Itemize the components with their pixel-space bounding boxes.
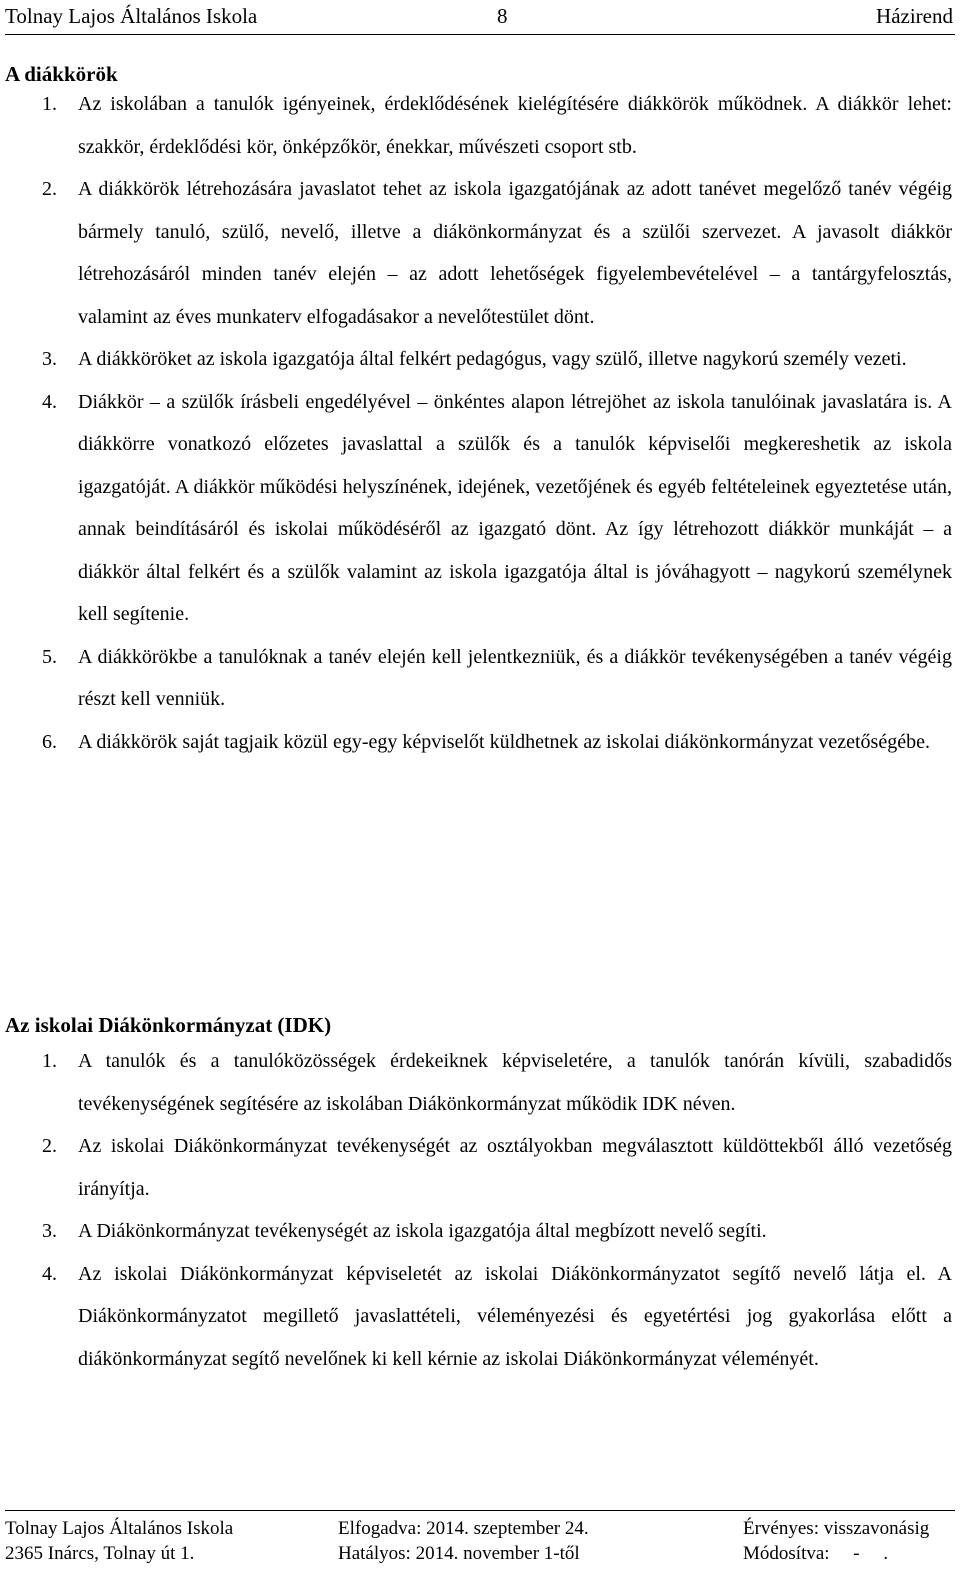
list-item (5, 636, 952, 721)
list-item (5, 1253, 952, 1381)
page-footer (5, 1510, 955, 1573)
item-number: 1. (42, 1050, 57, 1072)
list-item (5, 721, 952, 764)
item-number: 1. (42, 93, 57, 115)
header-document-title: Házirend (876, 4, 953, 28)
item-number: 4. (42, 390, 57, 413)
item-number: 2. (42, 1135, 57, 1157)
item-number: 5. (42, 645, 57, 668)
item-text: A Diákönkormányzat tevékenységét az iskola igazgatója által megbízott nevelő segíti. (78, 1220, 767, 1242)
item-number: 6. (42, 730, 57, 753)
item-number: 3. (42, 1220, 57, 1242)
item-number: 3. (42, 348, 57, 370)
page-header (5, 0, 955, 35)
list-item (5, 83, 952, 168)
footer-accepted-date: Elfogadva: 2014. szeptember 24. (338, 1518, 589, 1539)
diakkorok-list (5, 83, 952, 763)
footer-address: 2365 Inárcs, Tolnay út 1. (5, 1543, 195, 1564)
idk-list (5, 1040, 952, 1380)
section-title-diakkorok: A diákkörök (5, 62, 118, 86)
list-item (5, 381, 952, 636)
header-school-name: Tolnay Lajos Általános Iskola (5, 4, 258, 28)
item-text: Az iskolai Diákönkormányzat képviseletét az iskolai Diákönkormányzatot segítő nevelő látja el. A Diákönkormányzatot megillető javaslattételi, véleményezési és egyetértési jog gyakorlása előtt a diákönkormányzat segítő nevelőnek ki kell kérnie az iskolai Diákönkormányzat véleményét. (78, 1262, 952, 1370)
footer-school-name: Tolnay Lajos Általános Iskola (5, 1518, 234, 1539)
item-text: A diákköröket az iskola igazgatója által felkért pedagógus, vagy szülő, illetve nagykorú személy vezeti. (78, 348, 907, 370)
list-item (5, 168, 952, 338)
item-number: 4. (42, 1262, 57, 1285)
item-number: 2. (42, 178, 57, 200)
footer-effective-date: Hatályos: 2014. november 1-től (338, 1543, 580, 1564)
page-number: 8 (497, 4, 508, 28)
list-item (5, 1040, 952, 1125)
item-text: Az iskolai Diákönkormányzat tevékenységét az osztályokban megválasztott küldöttekből álló vezetőség irányítja. (78, 1135, 952, 1200)
item-text: Diákkör – a szülők írásbeli engedélyével – önkéntes alapon létrejöhet az iskola tanulóinak javaslatára is. A diákkörre vonatkozó előzetes javaslattal a szülők és a tanulók képviselői megkereshetik az iskola igazgatóját. A diákkör működési helyszínének, idejének, vezetőjének és egyéb feltételeinek egyeztetése után, annak beindításáról és iskolai működéséről az igazgató dönt. Az így létrehozott diákkör munkáját – a diákkör által felkért és a szülők valamint az iskola igazgatója által is jóváhagyott – nagykorú személynek kell segítenie. (78, 390, 952, 625)
footer-modified: Módosítva: - . (743, 1543, 889, 1564)
list-item (5, 1125, 952, 1210)
section-title-idk: Az iskolai Diákönkormányzat (IDK) (5, 1013, 332, 1037)
item-text: A diákkörökbe a tanulóknak a tanév elején kell jelentkezniük, és a diákkör tevékenységében a tanév végéig részt kell venniük. (78, 645, 952, 710)
item-text: Az iskolában a tanulók igényeinek, érdeklődésének kielégítésére diákkörök működnek. A diákkör lehet: szakkör, érdeklődési kör, önképzőkör, énekkar, művészeti csoport stb. (78, 93, 952, 158)
list-item (5, 1210, 952, 1253)
item-text: A tanulók és a tanulóközösségek érdekeiknek képviseletére, a tanulók tanórán kívüli, szabadidős tevékenységének segítésére az iskolában Diákönkormányzat működik IDK néven. (78, 1050, 952, 1115)
list-item (5, 338, 952, 381)
item-text: A diákkörök saját tagjaik közül egy-egy képviselőt küldhetnek az iskolai diákönkormányzat vezetőségébe. (78, 730, 930, 753)
footer-validity: Érvényes: visszavonásig (743, 1518, 930, 1539)
item-text: A diákkörök létrehozására javaslatot tehet az iskola igazgatójának az adott tanévet megelőző tanév végéig bármely tanuló, szülő, nevelő, illetve a diákönkormányzat és a szülői szervezet. A javasolt diákkör létrehozásáról minden tanév elején – az adott lehetőségek figyelembevételével – a tantárgyfelosztás, valamint az éves munkaterv elfogadásakor a nevelőtestület dönt. (78, 178, 952, 328)
